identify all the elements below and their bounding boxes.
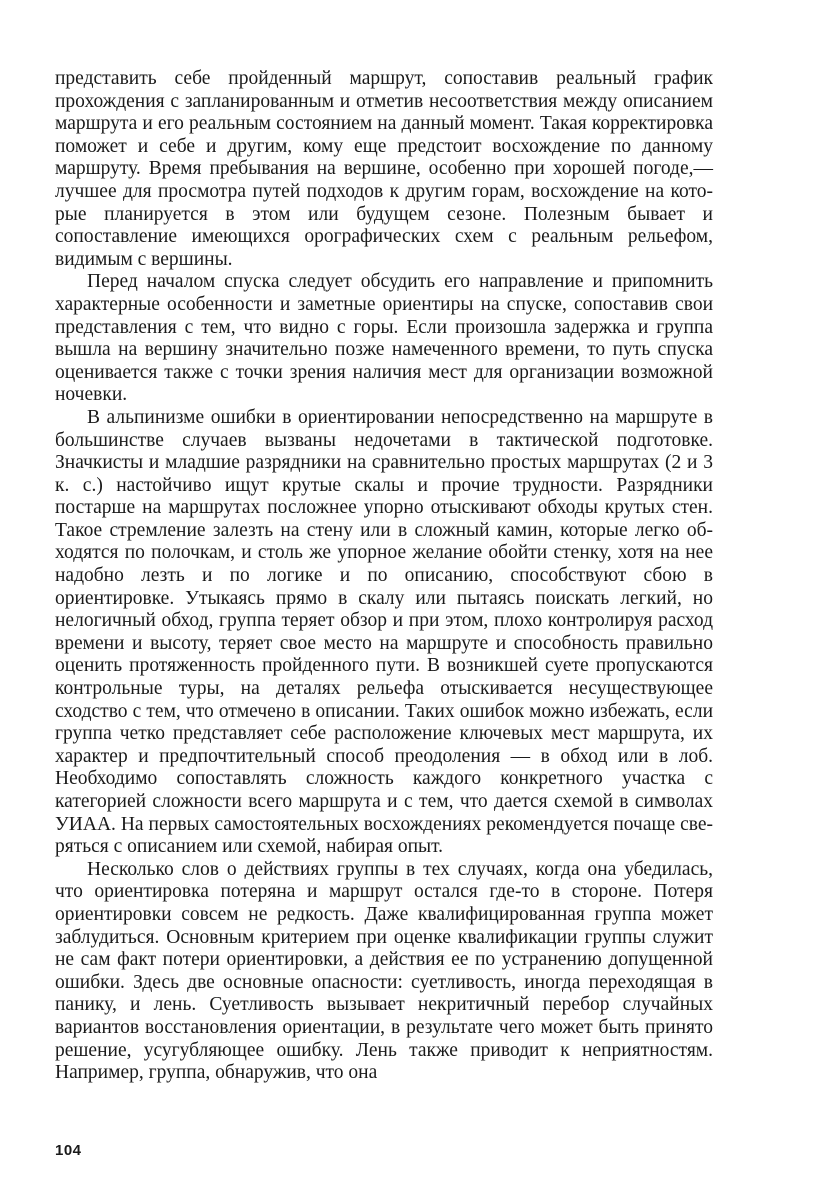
paragraph-3: В альпинизме ошибки в ориентировании непосредственно на маршруте в большинстве случаев вызваны недочетами в тактической подготовке. Значкисты и младшие разрядники на сравнительно простых маршрутах (2 и 3 к. с.) настойчиво ищут крутые скалы и прочие трудности. Разрядники постарше на маршрутах посложнее упорно отыскивают обходы крутых стен. Такое стремление залезть на стену или в сложный камин, которые легко обходятся по полочкам, и столь же упорное желание обойти стенку, хотя на нее надобно лезть и по логике и по описанию, способствуют сбою в ориентировке. Утыкаясь прямо в скалу или пытаясь поискать легкий, но нелогичный обход, группа теряет обзор и при этом, плохо контролируя расход времени и высоту, теряет свое место на маршруте и способность правильно оценить протяженность пройденного пути. В возникшей суете пропускаются контрольные туры, на деталях рельефа отыскивается несуществующее сходство с тем, что отмечено в описании. Таких ошибок можно избежать, если группа четко представляет себе расположение ключевых мест маршрута, их характер и предпочтительный способ преодоления — в обход или в лоб. Необходимо сопоставлять сложность каждого конкретного участка с категорией сложности всего маршрута и с тем, что дается схемой в символах УИАА. На первых самостоятельных восхождениях рекомендуется почаще сверяться с описанием или схемой, набирая опыт. — [55, 406, 713, 858]
page-body — [55, 68, 713, 1085]
paragraph-4: Несколько слов о действиях группы в тех случаях, когда она убедилась, что ориентировка потеряна и маршрут остался где-то в стороне. Потеря ориентировки совсем не редкость. Даже квалифицированная группа может заблудиться. Основным критерием при оценке квалификации группы служит не сам факт потери ориентировки, а действия ее по устранению допущенной ошибки. Здесь две основные опасности: суетливость, иногда переходящая в панику, и лень. Суетливость вызывает некритичный перебор случайных вариантов восстановления ориентации, в результате чего может быть принято решение, усугубляющее ошибку. Лень также приводит к неприятностям. Например, группа, обнаружив, что она — [55, 858, 713, 1084]
page-number: 104 — [55, 1142, 82, 1159]
paragraph-2: Перед началом спуска следует обсудить его направление и припомнить характерные особенности и заметные ориентиры на спуске, сопоставив свои представления с тем, что видно с горы. Если произошла задержка и группа вышла на вершину значительно позже намеченного времени, то путь спуска оценивается также с точки зрения наличия мест для организации возможной ночевки. — [55, 271, 713, 406]
paragraph-1: представить себе пройденный маршрут, сопоставив реальный график прохождения с запланированным и отметив несоответствия между описанием маршрута и его реальным состоянием на данный момент. Такая корректировка поможет и себе и другим, кому еще предстоит восхождение по данному маршруту. Время пребывания на вершине, особенно при хорошей погоде,— лучшее для просмотра путей подходов к другим горам, восхождение на которые планируется в этом или будущем сезоне. Полезным бывает и сопоставление имеющихся орографических схем с реальным рельефом, видимым с вершины. — [55, 68, 713, 270]
